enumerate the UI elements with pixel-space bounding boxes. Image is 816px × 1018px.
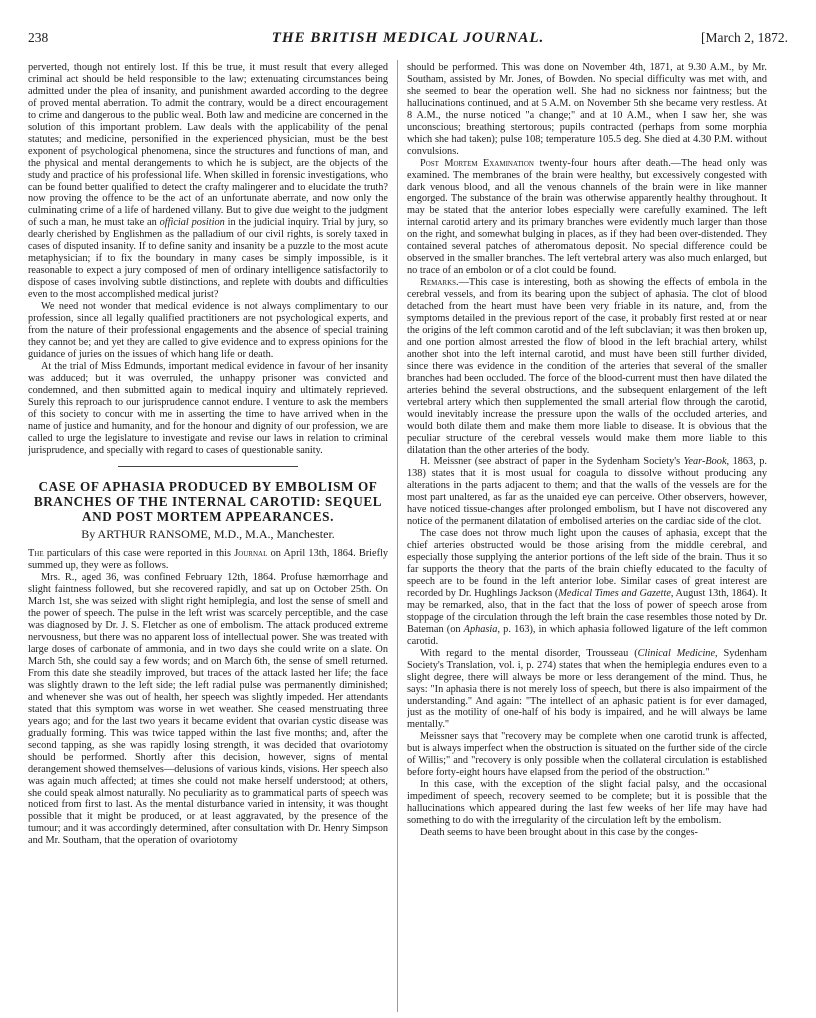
paragraph: Remarks.—This case is interesting, both as showing the effects of embola in the cerebral vessels, and from its bearing upon the subject of aphasia. The clot of blood detached from the heart must have been very friable in its nature, and, from the symptoms detailed in the previous report of the case, it probably first rested at or near the origins of the left common carotid and of the left subclavian; it was then broken up, and one portion almost arrested the flow of blood in the left brachial artery, whilst another shot into the left internal carotid, and must have been still further divided, since there was evidence in the condition of the arteries that several of the smaller branches had been occluded. The force of the blood-current must then have dilated the arteries behind the several obstructions, and the subsequent enlargement of the left vertebral artery which then supplemented the small arterial flow through the carotid, would inevitably increase the pressure upon the walls of the occluded arteries, and would both dilate them and make them more liable to disease. It is obvious that the peculiar structure of the cerebral vessels would make them more liable to this dilatation than the other arteries of the body. <box>407 277 767 456</box>
column-divider <box>397 60 398 1012</box>
paragraph: Meissner says that "recovery may be complete when one carotid trunk is affected, but is always imperfect when the obstruction is situated on the further side of the circle of Willis;" and "recovery is only possible when the collateral circulation is established before forty-eight hours have elapsed from the period of the obstruction." <box>407 731 767 779</box>
paragraph: With regard to the mental disorder, Trousseau (Clinical Medicine, Sydenham Society's Translation, vol. i, p. 274) states that when the hemiplegia endures even to a slight degree, there will always be more or less derangement of the mind. Thus, he says: "In aphasia there is not merely loss of speech, but there is also impairment of the understanding." And again: "The intellect of an aphasic patient is for ever damaged, just as the motility of one-half of his body is impaired, and he will always be lame mentally." <box>407 647 767 731</box>
section-divider <box>118 466 298 467</box>
byline: By ARTHUR RANSOME, M.D., M.A., Manchester. <box>81 527 335 542</box>
issue-date: [March 2, 1872. <box>701 30 788 45</box>
paragraph: At the trial of Miss Edmunds, important medical evidence in favour of her insanity was adduced; but it was overruled, the unhappy prisoner was convicted and condemned, and then submitted again to medical inquiry and ultimately reprieved. Surely this reproach to our jurisprudence cannot endure. I venture to ask the members of this society to concur with me in asserting the time to have arrived when in the name of justice and humanity, and for the honour and dignity of our profession, we are called to urge the legislature to investigate and revise our laws in relation to criminal jurisprudence, and specially with regard to cases of questionable sanity. <box>28 360 388 456</box>
left-column <box>28 62 388 1012</box>
paragraph: H. Meissner (see abstract of paper in the Sydenham Society's Year-Book, 1863, p. 138) states that it is most usual for coagula to dissolve without producing any alterations in the parts adjacent to them; and that the walls of the vessels are for the most part unaltered, as far as the unaided eye can perceive. Other observers, however, have noticed tissue-changes after prolonged embolism, but I have not discovered any notice of the permanent dilatation of embolised arteries on the cardiac side of the clot. <box>407 456 767 528</box>
paragraph: The particulars of this case were reported in this Journal on April 13th, 1864. Briefly summed up, they were as follows. <box>28 548 388 572</box>
paragraph: The case does not throw much light upon the causes of aphasia, except that the chief arteries obstructed would be those arising from the middle cerebral, and especially those supplying the anterior portions of the left side of the brain. Thus it so far supports the theory that the parts of the brain chiefly educated to the faculty of speech are to be found in the left anterior lobe. Similar cases of great interest are recorded by Dr. Hughlings Jackson (Medical Times and Gazette, August 13th, 1864). It may be remarked, also, that in the fact that the loss of power of speech arose from stoppage of the circulation through the left brain the case resembles those noted by Dr. Bateman (on Aphasia, p. 163), in which aphasia followed ligature of the left common carotid. <box>407 528 767 647</box>
page-number: 238 <box>28 30 49 45</box>
paragraph: Post Mortem Examination twenty-four hours after death.—The head only was examined. The membranes of the brain were healthy, but excessively congested with dark venous blood, and all the venous channels of the brain were in like manner engorged. The substance of the brain was otherwise apparently healthy throughout. It may be stated that the anterior lobes especially were carefully examined. The left internal carotid artery and its primary branches were evidently much larger than those on the right, and somewhat bulging in places, as if they had been over-distended. They contained several patches of atheromatous deposit. No special difference could be observed in the smaller branches. The left vertebral artery was also much enlarged, but no trace of an embolon or of a clot could be found. <box>407 157 767 277</box>
paragraph: should be performed. This was done on November 4th, 1871, at 9.30 A.M., by Mr. Southam, assisted by Mr. Jones, of Bowden. No special difficulty was met with, and she seemed to bear the operation well. She had no sickness nor faintness; but the hallucinations continued, and at 5 A.M. on November 5th she became very restless. At 8 A.M., the nurse noticed "a change;" and at 10 A.M., when I saw her, she was unconscious; breathing stertorous; pupils contracted (perhaps from some morphia which she had taken); pulse 108; temperature 105.5 deg. She died at 4.30 P.M. without convulsions. <box>407 62 767 157</box>
paragraph: Mrs. R., aged 36, was confined February 12th, 1864. Profuse hæmorrhage and slight faintness followed, but she recovered rapidly, and sat up on October 25th. On March 1st, she was seized with slight right hemiplegia, and lost the sense of smell and the power of speech. The pulse in the left wrist was scarcely perceptible, and the case was diagnosed by Dr. J. S. Fletcher as one of embolism. The attack produced extreme nervousness, but there was no apparent loss of intellectual power. She was treated with large doses of carbonate of ammonia, and in two days she could write on a slate. On March 5th, she could say a few words; and on March 6th, the sense of smell returned. From this date she steadily improved, but traces of the attack lasted her life; the face was slightly drawn to the left side; the left radial pulse was permanently diminished; and whenever she was out of health, her speech was slightly impeded. Her attendants stated that this symptom was worse in wet weather. She ceased menstruating three years ago; and for the last two years it became evident that ovarian cystic disease was gradually forming. This was twice tapped within the last five months; and, after the second tapping, as she was rapidly losing strength, it was decided that ovariotomy should be performed. Shortly after this decision, however, signs of mental derangement showed themselves—delusions of various kinds, visions. Her speech also was again much affected; at times she could not make herself understood; at others, she could speak almost naturally. No peculiarity as to grammatical parts of speech was noticed from first to last. As the mental disturbance varied in intensity, it was thought possible that it might be produced, or at least aggravated, by the presence of the tumour; and it was accordingly determined, after consultation with Dr. Henry Simpson and Mr. Southam, that the operation of ovariotomy <box>28 572 388 847</box>
journal-title: THE BRITISH MEDICAL JOURNAL. <box>271 30 545 46</box>
right-column <box>407 62 767 1012</box>
paragraph: perverted, though not entirely lost. If this be true, it must result that every alleged criminal act should be held responsible to the law; extenuating circumstances being admitted under the plea of insanity, and punishment awarded according to the degree of proved mental aberration. To admit the contrary, would be a direct encouragement to crime and dangerous to the public weal. Both law and medicine are concerned in the solution of this important problem. Law deals with the applicability of the penal statutes; and medicine, personified in the experienced physician, must be the best exponent of psychological phenomena, since the structures and functions of man, and the physical and mental derangements to which he is subject, are the objects of the study and practice of his professional life. When skilled in forensic investigations, who can be found better qualified to detect the crafty malingerer and to elucidate the truth? now proving the offence to be the act of an unfortunate aberrate, and now only the culminating crime of a life of hardened villany. But to give due weight to the judgment of such a man, he must take an official position in the judicial inquiry. Trial by jury, so dearly cherished by Englishmen as the palladium of our civil rights, is sorely taxed in cases of disputed insanity. If to define sanity and insanity be a puzzle to the most acute metaphysician; if to fix the boundary in many cases be simply impossible, is it reasonable to expect a jury composed of men of ordinary intelligence satisfactorily to dispose of cases involving subtle distinctions, and replete with doubts and difficulties even to the most accomplished medical jurist? <box>28 62 388 301</box>
running-header <box>28 30 788 50</box>
italic-text: official position <box>159 217 225 229</box>
article-title: CASE OF APHASIA PRODUCED BY EMBOLISM OF BRANCHES OF THE INTERNAL CAROTID: SEQUEL AND POST MORTEM APPEARANCES. <box>33 479 383 525</box>
paragraph: In this case, with the exception of the slight facial palsy, and the occasional impediment of speech, recovery seemed to be complete; but it is possible that the hallucinations which appeared during the last few weeks of her life may have had something to do with the irregularity of the circulation left by the embolism. <box>407 779 767 827</box>
paragraph: We need not wonder that medical evidence is not always complimentary to our profession, since all legally qualified practitioners are not psychological experts, and from the nature of their professional engagements and the absence of special training they cannot be; and yet they are called to give evidence and to express opinions for the guidance of juries on the issues of which hang life or death. <box>28 301 388 360</box>
paragraph: Death seems to have been brought about in this case by the conges- <box>420 827 698 838</box>
